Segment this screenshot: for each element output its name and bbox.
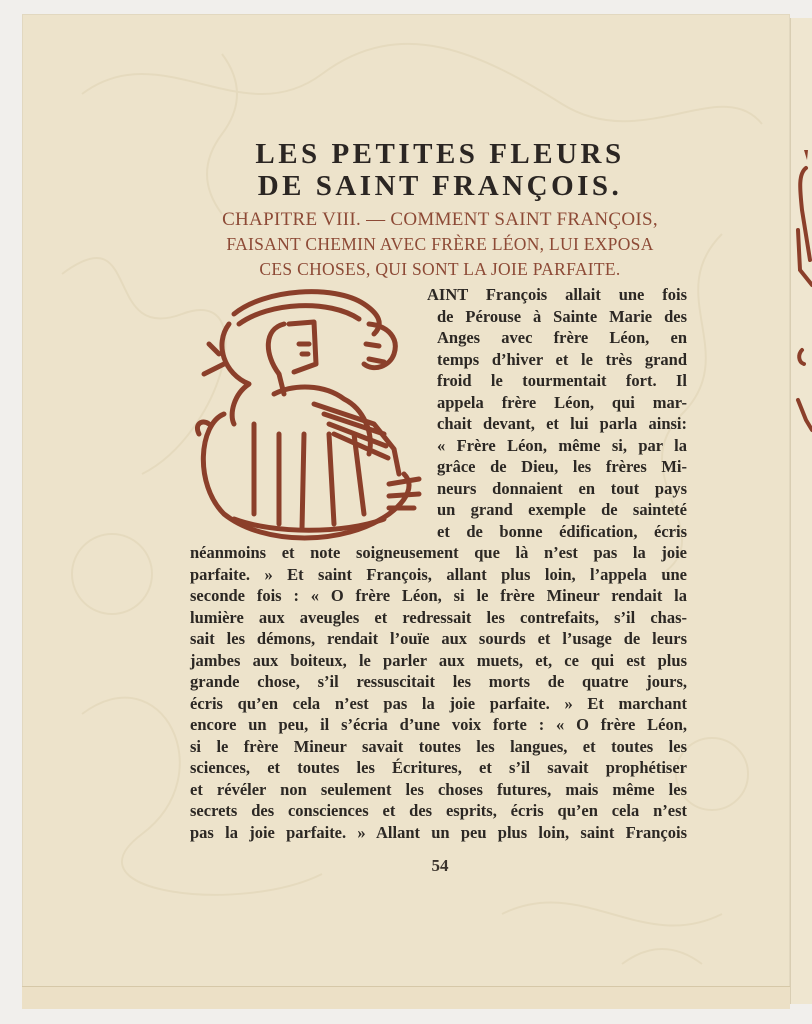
page-bottom-edge (22, 986, 790, 1009)
body-text-line: et révéler non seulement les choses futures, mais même les (190, 779, 687, 799)
body-text-line: sciences, et toutes les Écritures, et s’il savait prophétiser (190, 758, 687, 777)
chapter-heading-line-3: CES CHOSES, QUI SONT LA JOIE PARFAITE. (259, 259, 621, 279)
body-text-line: froid le tourmentait fort. Il (437, 371, 687, 390)
body-text-line: écris qu’en cela n’est pas la joie parfaite. » Et marchant (190, 693, 687, 713)
page-number: 54 (431, 856, 449, 875)
body-text-line: pas la joie parfaite. » Allant un peu plus loin, saint François (190, 822, 687, 842)
body-text-line: lumière aux aveugles et redressait les contrefaits, s’il chas- (190, 607, 687, 627)
body-text-line: parfaite. » Et saint François, allant plus loin, l’appela une (190, 564, 687, 584)
body-text-line: chait devant, et lui parla ainsi: (437, 414, 687, 433)
body-text-line: « Frère Léon, même si, par la (437, 435, 687, 455)
facing-page-illustration-fragment (790, 150, 812, 450)
body-text-line: sait les démons, rendait l’ouïe aux sourds et l’usage de leurs (190, 629, 687, 648)
book-title-line-1: LES PETITES FLEURS (255, 138, 625, 170)
body-text-line: AINT François allait une fois (427, 285, 687, 304)
book-title-line-2: DE SAINT FRANÇOIS. (257, 170, 623, 202)
body-text-line: seconde fois : « O frère Léon, si le frère Mineur rendait la (190, 586, 687, 605)
chapter-heading-line-2: FAISANT CHEMIN AVEC FRÈRE LÉON, LUI EXPOSA (226, 234, 654, 254)
body-text-line: appela frère Léon, qui mar- (437, 392, 687, 412)
body-text-line: et de bonne édification, écris (437, 521, 687, 541)
body-text-line: grâce de Dieu, les frères Mi- (437, 457, 687, 476)
body-text-line: si le frère Mineur savait toutes les langues, et toutes les (190, 736, 687, 756)
body-text-line: encore un peu, il s’écria d’une voix forte : « O frère Léon, (190, 715, 687, 734)
body-text-line: grande chose, s’il ressuscitait les morts de quatre jours, (190, 672, 687, 691)
body-text-line: secrets des consciences et des esprits, écris qu’en cela n’est (190, 801, 687, 820)
body-text-line: jambes aux boiteux, le parler aux muets, et, ce qui est plus (190, 650, 687, 670)
chapter-heading-line-1: CHAPITRE VIII. — COMMENT SAINT FRANÇOIS, (222, 209, 658, 230)
body-text-line: néanmoins et note soigneusement que là n’est pas la joie (190, 543, 687, 562)
body-text-line: un grand exemple de sainteté (437, 500, 687, 519)
body-text-line: de Pérouse à Sainte Marie des (437, 306, 687, 326)
body-text-line: neurs donnaient en tout pays (437, 478, 687, 498)
illustrated-drop-cap-s (194, 284, 434, 546)
body-text-line: temps d’hiver et le très grand (437, 349, 687, 369)
body-text-line: Anges avec frère Léon, en (437, 328, 687, 347)
